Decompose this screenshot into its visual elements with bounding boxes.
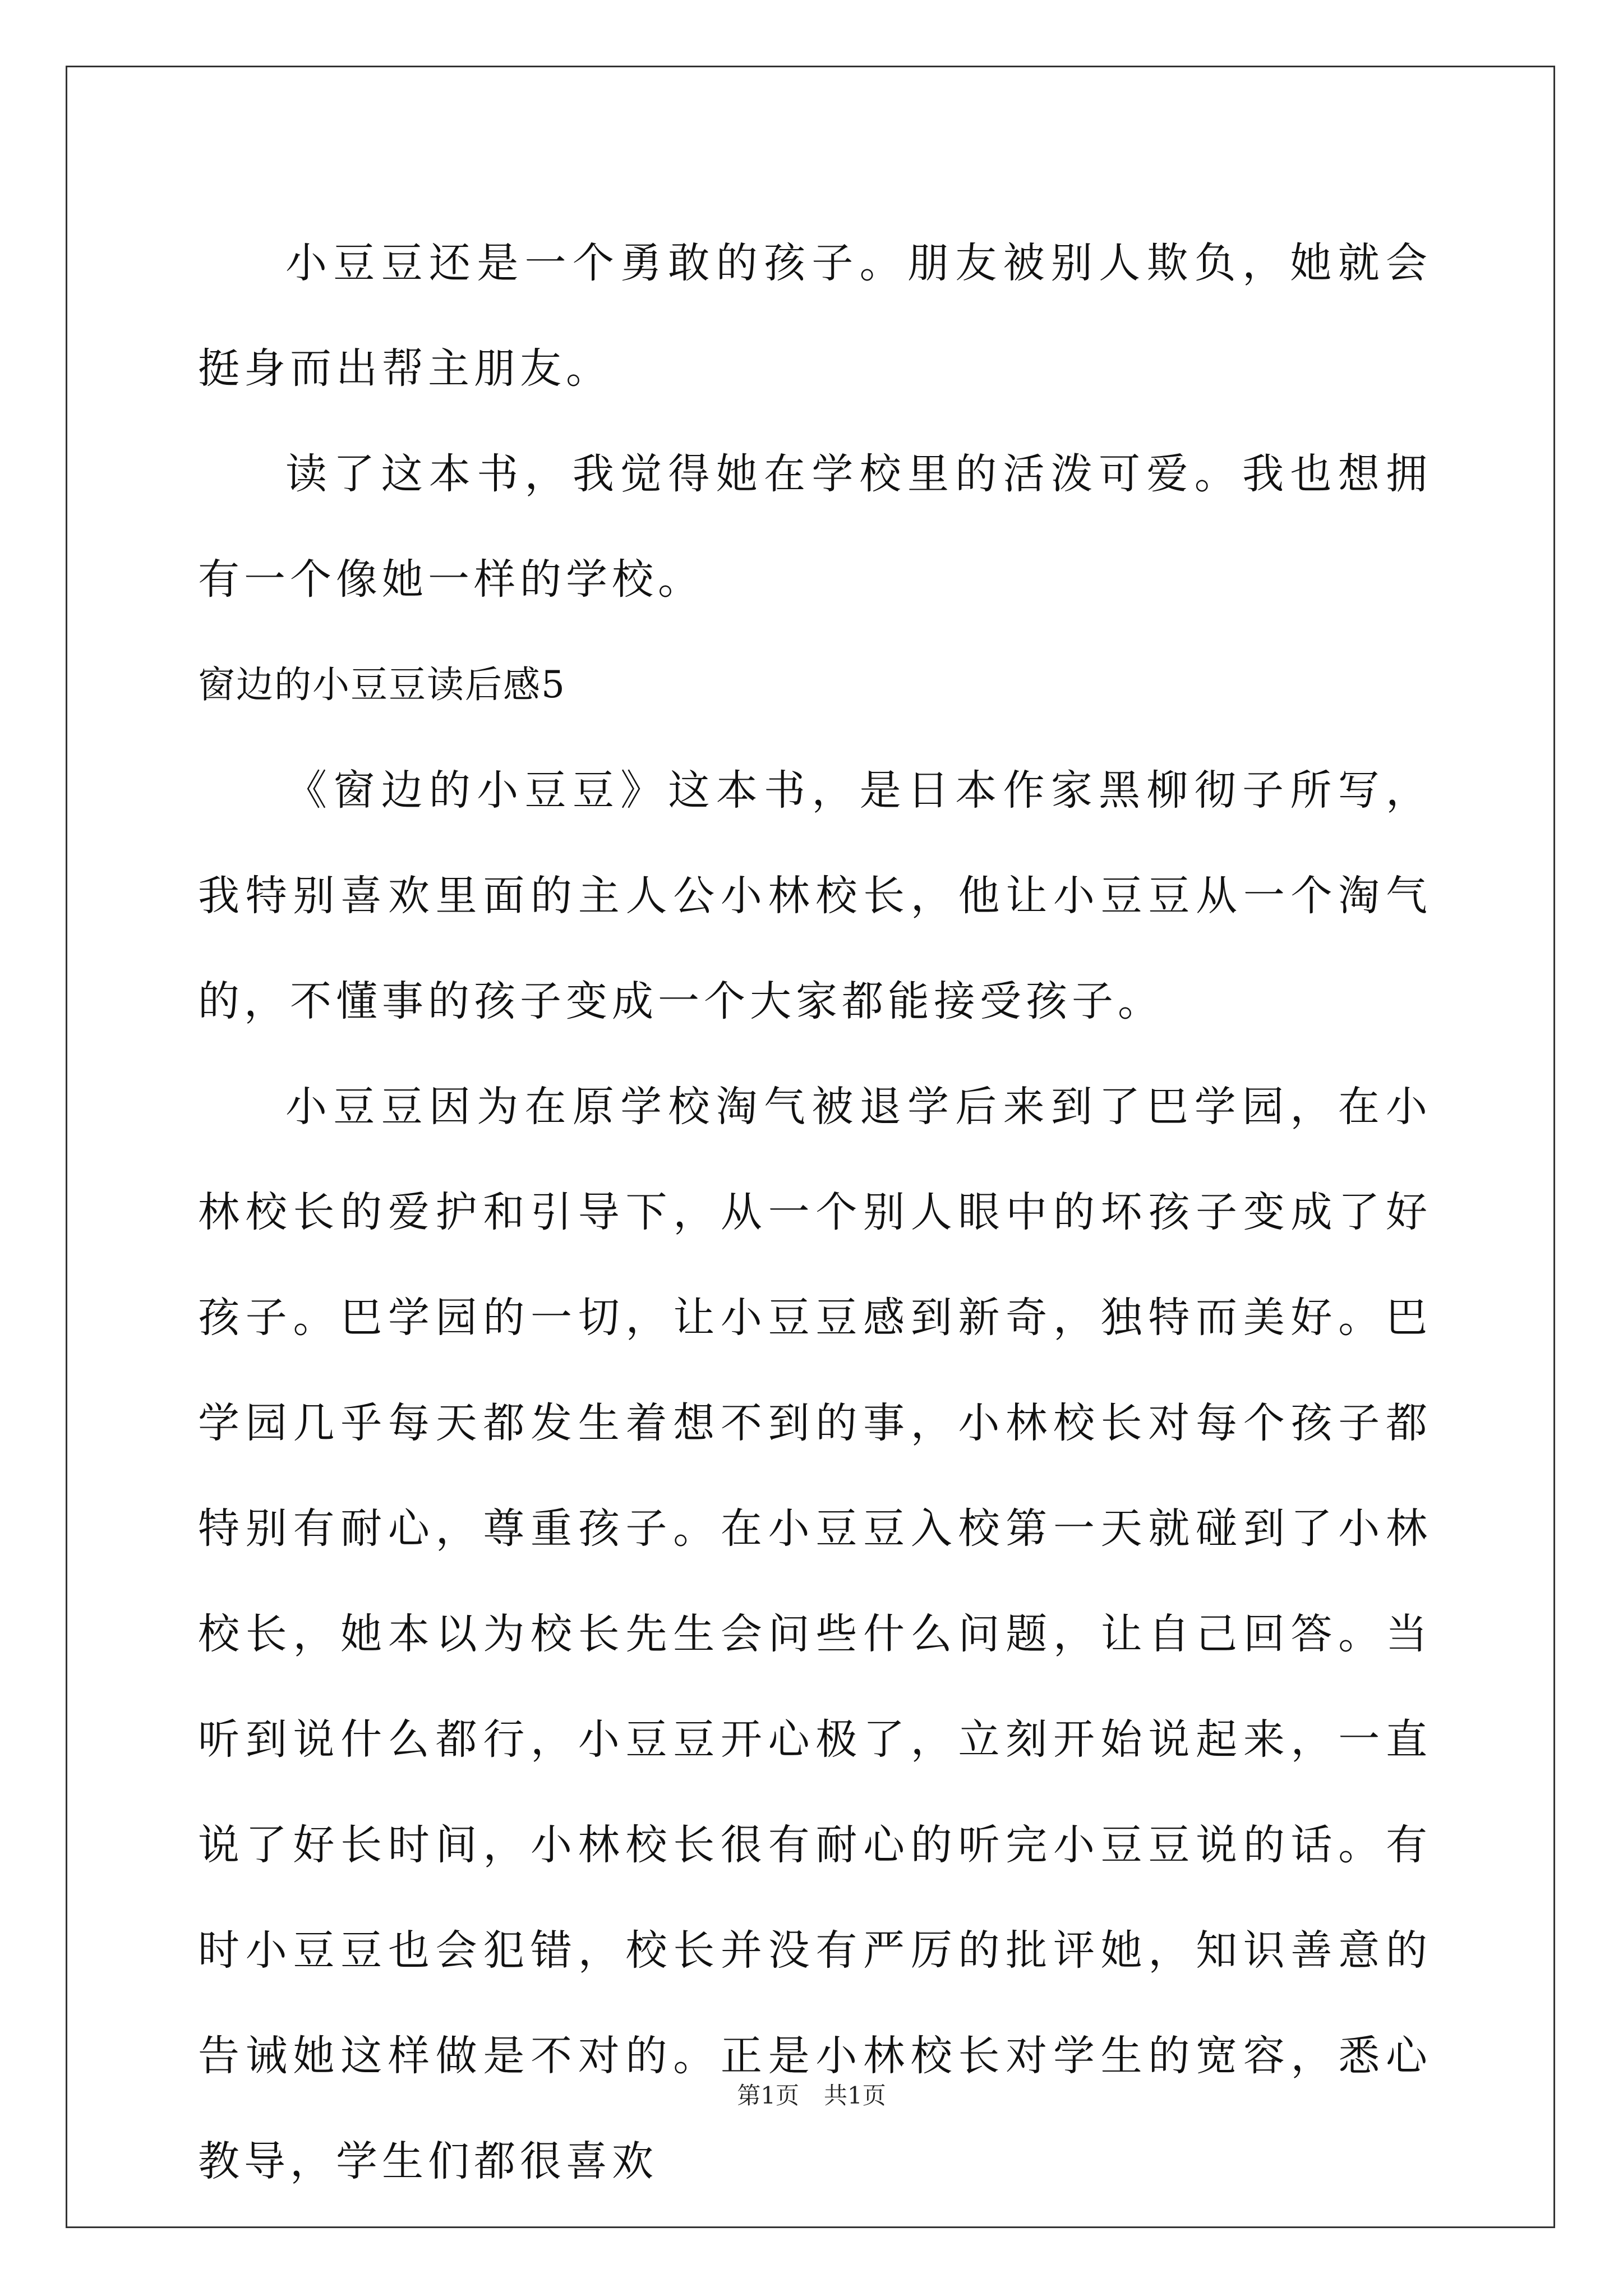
paragraph-school-wish: 读了这本书，我觉得她在学校里的活泼可爱。我也想拥有一个像她一样的学校。 — [198, 450, 1432, 604]
document-body — [198, 210, 1432, 2214]
paragraph-book-intro: 《窗边的小豆豆》这本书，是日本作家黑柳彻子所写，我特别喜欢里面的主人公小林校长，他让小豆豆从一个淘气的，不懂事的孩子变成一个大家都能接受孩子。 — [198, 766, 1432, 1025]
paragraph-tomoe-school: 小豆豆因为在原学校淘气被退学后来到了巴学园，在小林校长的爱护和引导下，从一个别人眼中的坏孩子变成了好孩子。巴学园的一切，让小豆豆感到新奇，独特而美好。巴学园几乎每天都发生着想不到的事，小林校长对每个孩子都特别有耐心，尊重孩子。在小豆豆入校第一天就碰到了小林校长，她本以为校长先生会问些什么问题，让自己回答。当听到说什么都行，小豆豆开心极了，立刻开始说起来，一直说了好长时间，小林校长很有耐心的听完小豆豆说的话。有时小豆豆也会犯错，校长并没有严厉的批评她，知识善意的告诫她这样做是不对的。正是小林校长对学生的宽容，悉心教导，学生们都很喜欢 — [198, 1083, 1432, 2185]
section-heading: 窗边的小豆豆读后感5 — [198, 663, 566, 706]
page-footer — [0, 2079, 1623, 2113]
page-number-current: 第1页 — [737, 2082, 799, 2109]
paragraph-courage: 小豆豆还是一个勇敢的孩子。朋友被别人欺负，她就会挺身而出帮主朋友。 — [198, 239, 1432, 393]
page-number-total: 共1页 — [824, 2082, 886, 2109]
